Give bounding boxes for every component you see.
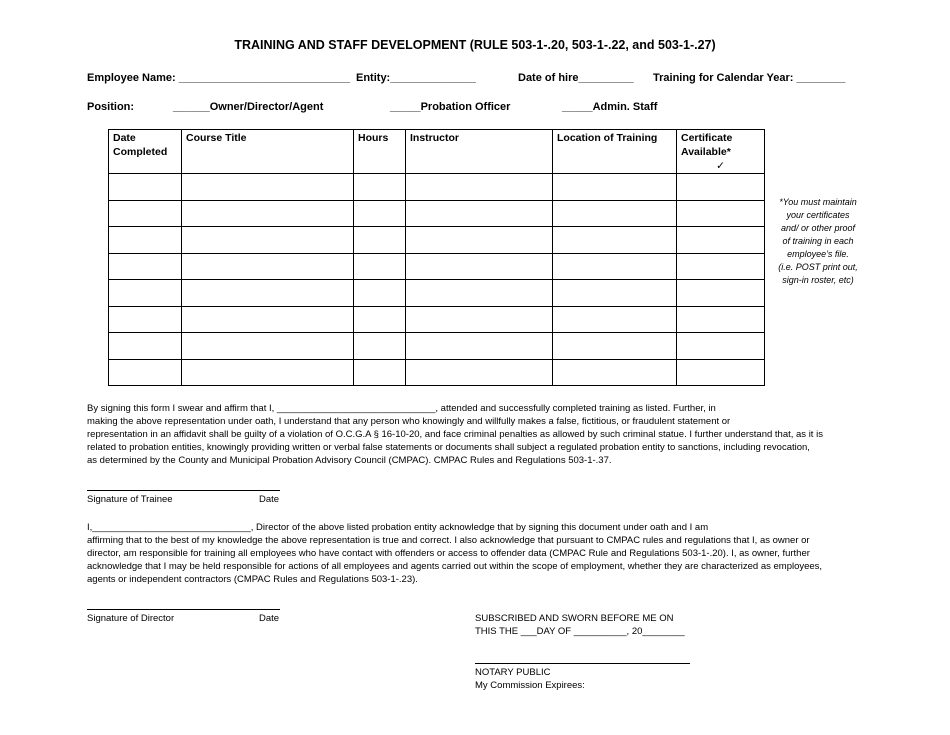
statement-line: related to probation entities, knowingly providing written or verbal false statements or documents shall subject a regulated probation entity to sanctions, including revocation,: [87, 442, 810, 453]
instructor-cell[interactable]: [406, 280, 553, 307]
location-cell[interactable]: [553, 333, 677, 360]
certificate-cell[interactable]: [677, 333, 765, 360]
notary-commission-label: My Commission Expirees:: [475, 680, 585, 691]
instructor-cell[interactable]: [406, 359, 553, 386]
trainee-signature-label: Signature of Trainee: [87, 494, 173, 505]
statement-line: acknowledge that I may be held responsible for actions of all employees and agents carried out within the scope of employment, whether they are characterized as employees,: [87, 561, 823, 572]
statement-line: affirming that to the best of my knowledge the above representation is true and correct. I also acknowledge that pursuant to CMPAC rules and regulations that I, as owner or: [87, 535, 810, 546]
statement-line: as determined by the County and Municipal Probation Advisory Council (CMPAC). CMPAC Rules and Regulations 503-1-.37.: [87, 455, 612, 466]
note-line: *You must maintain: [779, 197, 857, 207]
location-cell[interactable]: [553, 200, 677, 227]
hours-cell[interactable]: [354, 227, 406, 254]
location-cell[interactable]: [553, 359, 677, 386]
director-statement: [87, 521, 865, 586]
statement-line: agents or independent contractors (CMPAC Rules and Regulations 503-1-.23).: [87, 574, 418, 585]
instructor-cell[interactable]: [406, 174, 553, 201]
location-cell[interactable]: [553, 227, 677, 254]
location-cell[interactable]: [553, 253, 677, 280]
hours-cell[interactable]: [354, 280, 406, 307]
notary-subscribed: SUBSCRIBED AND SWORN BEFORE ME ON: [475, 613, 674, 624]
statement-line: I,______________________________, Director of the above listed probation entity acknowledge that by signing this document under oath and I am: [87, 522, 709, 533]
statement-line: representation in an affidavit shall be guilty of a violation of O.C.G.A § 16-10-20, and face criminal penalties as allowed by such criminal statue. I further understand that, as it is: [87, 429, 823, 440]
note-line: employee’s file.: [787, 249, 849, 259]
table-header-row: [109, 130, 765, 174]
location-cell[interactable]: [553, 306, 677, 333]
certificate-header-label: Certificate Available*: [681, 132, 733, 158]
check-icon: ✓: [716, 160, 725, 172]
col-course-title: Course Title: [182, 130, 354, 174]
certificate-note: [770, 196, 866, 287]
hours-cell[interactable]: [354, 174, 406, 201]
position-probation-option[interactable]: _____Probation Officer: [390, 101, 511, 113]
certificate-cell[interactable]: [677, 253, 765, 280]
position-admin-option[interactable]: _____Admin. Staff: [562, 101, 658, 113]
note-line: of training in each: [782, 236, 854, 246]
course-title-cell[interactable]: [182, 174, 354, 201]
col-hours: Hours: [354, 130, 406, 174]
hours-cell[interactable]: [354, 253, 406, 280]
trainee-date-label: Date: [259, 494, 280, 505]
trainee-signature-line[interactable]: [87, 490, 280, 491]
course-title-cell[interactable]: [182, 306, 354, 333]
date-completed-cell[interactable]: [109, 253, 182, 280]
table-row: [109, 306, 765, 333]
table-row: [109, 174, 765, 201]
note-line: and/ or other proof: [780, 223, 856, 233]
statement-line: making the above representation under oath, I understand that any person who knowingly and willfully makes a false, fictitious, or fraudulent statement or: [87, 416, 731, 427]
table-row: [109, 359, 765, 386]
col-instructor: Instructor: [406, 130, 553, 174]
hours-cell[interactable]: [354, 306, 406, 333]
instructor-cell[interactable]: [406, 306, 553, 333]
training-year-field[interactable]: Training for Calendar Year: ________: [653, 72, 846, 84]
certificate-cell[interactable]: [677, 306, 765, 333]
certificate-cell[interactable]: [677, 200, 765, 227]
certificate-cell[interactable]: [677, 174, 765, 201]
table-row: [109, 333, 765, 360]
entity-field[interactable]: Entity:______________: [356, 72, 476, 84]
instructor-cell[interactable]: [406, 253, 553, 280]
course-title-cell[interactable]: [182, 253, 354, 280]
col-date-completed: Date Completed: [109, 130, 182, 174]
course-title-cell[interactable]: [182, 200, 354, 227]
table-row: [109, 227, 765, 254]
position-owner-option[interactable]: ______Owner/Director/Agent: [173, 101, 324, 113]
course-title-cell[interactable]: [182, 280, 354, 307]
note-line: your certificates: [786, 210, 850, 220]
course-title-cell[interactable]: [182, 359, 354, 386]
instructor-cell[interactable]: [406, 227, 553, 254]
table-row: [109, 280, 765, 307]
date-completed-cell[interactable]: [109, 174, 182, 201]
date-of-hire-field[interactable]: Date of hire_________: [518, 72, 634, 84]
course-title-cell[interactable]: [182, 333, 354, 360]
hours-cell[interactable]: [354, 333, 406, 360]
note-line: (i.e. POST print out,: [778, 262, 858, 272]
col-certificate: [677, 130, 765, 174]
certificate-cell[interactable]: [677, 359, 765, 386]
date-completed-cell[interactable]: [109, 333, 182, 360]
employee-name-field[interactable]: Employee Name: ____________________________: [87, 72, 350, 84]
training-table: [108, 129, 765, 386]
certificate-cell[interactable]: [677, 280, 765, 307]
position-label: Position:: [87, 101, 135, 113]
notary-signature-line[interactable]: [475, 663, 690, 664]
notary-date-field[interactable]: THIS THE ___DAY OF __________, 20________: [475, 626, 685, 637]
location-cell[interactable]: [553, 174, 677, 201]
director-date-label: Date: [259, 613, 280, 624]
notary-public-label: NOTARY PUBLIC: [475, 667, 551, 678]
hours-cell[interactable]: [354, 359, 406, 386]
col-location: Location of Training: [553, 130, 677, 174]
hours-cell[interactable]: [354, 200, 406, 227]
date-completed-cell[interactable]: [109, 227, 182, 254]
instructor-cell[interactable]: [406, 333, 553, 360]
trainee-statement: [87, 402, 865, 467]
date-completed-cell[interactable]: [109, 359, 182, 386]
date-completed-cell[interactable]: [109, 200, 182, 227]
director-signature-line[interactable]: [87, 609, 280, 610]
note-line: sign-in roster, etc): [782, 275, 854, 285]
course-title-cell[interactable]: [182, 227, 354, 254]
date-completed-cell[interactable]: [109, 280, 182, 307]
instructor-cell[interactable]: [406, 200, 553, 227]
date-completed-cell[interactable]: [109, 306, 182, 333]
location-cell[interactable]: [553, 280, 677, 307]
table-row: [109, 253, 765, 280]
certificate-cell[interactable]: [677, 227, 765, 254]
table-row: [109, 200, 765, 227]
statement-line: director, am responsible for training all employees who have contact with offenders or access to offender data (CMPAC Rule and Regulations 503-1-.20). I, as owner, further: [87, 548, 810, 559]
statement-line: By signing this form I swear and affirm that I, ______________________________, attended and successfully completed training as listed. Further, in: [87, 403, 716, 414]
director-signature-label: Signature of Director: [87, 613, 175, 624]
page-title: TRAINING AND STAFF DEVELOPMENT (RULE 503-1-.20, 503-1-.22, and 503-1-.27): [234, 38, 716, 52]
